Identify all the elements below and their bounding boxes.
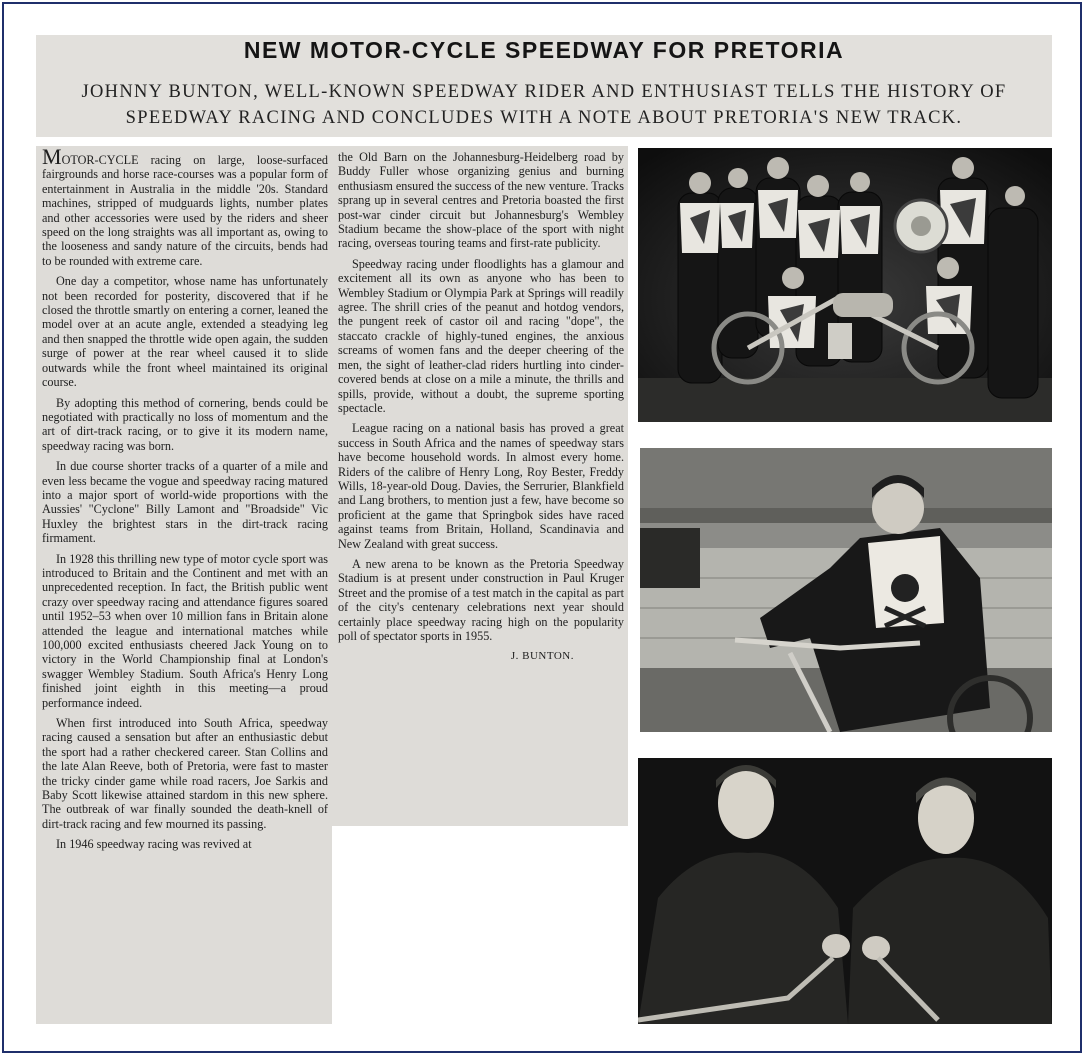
- article-column-2: [332, 146, 628, 826]
- subheadline: [36, 79, 1052, 131]
- paragraph-7-continued: the Old Barn on the Johannesburg-Heidelberg road by Buddy Fuller whose organizing genius and burning enthusiasm ensured the success of the new venture. Tracks sprang up in several centres and Pretoria boasted the first post-war cinder circuit but Johannesburg's Wembley Stadium became the show-place of the sport with night racing, overseas touring teams and first-rate publicity.: [338, 150, 625, 251]
- paragraph-4: In due course shorter tracks of a quarter of a mile and even less became the vogue and speedway racing matured into a major sport of world-wide proportions with the Aussies' "Cyclone" Billy Lamont and "Broadside" Vic Huxley the brightest stars in the dirt-track racing firmament.: [42, 459, 328, 546]
- rider-on-bike-photo: [640, 448, 1052, 732]
- paragraph-8: Speedway racing under floodlights has a glamour and excitement all its own as anyone who has been to Wembley Stadium or Olympia Park at Springs will readily agree. The shrill cries of the peanut and hotdog vendors, the pungent reek of castor oil and racing "dope", the staccato crackle of highly-tuned engines, the anxious screams of women fans and the deeper cheering of the men, the sight of leather-clad riders hurtling into cinder-covered bends at close on a mile a minute, the thrills and spills, provide, without a doubt, the supreme sporting spectacle.: [338, 256, 624, 415]
- subhead-line-1: JOHNNY BUNTON, WELL-KNOWN SPEEDWAY RIDER AND ENTHUSIAST TELLS THE HISTORY OF: [81, 82, 1007, 102]
- paragraph-1: [42, 144, 328, 268]
- team-group-photo: [638, 148, 1052, 422]
- article-header: [36, 35, 1052, 137]
- paragraph-1-text: OTOR-CYCLE racing on large, loose-surfaced fairgrounds and horse race-courses was a popular form of entertainment in Australia in the middle '20s. Standard machines, stripped of mudguards lights, number plates and other accessories were used by the riders and sheer speed on the long straights was all important as, owing to the looseness and sandy nature of the circuits, bends had to be rounded with extreme care.: [42, 153, 328, 268]
- headline: NEW MOTOR-CYCLE SPEEDWAY FOR PRETORIA: [243, 37, 845, 63]
- two-riders-photo: [638, 758, 1052, 1024]
- paragraph-6: When first introduced into South Africa, speedway racing caused a sensation but after an enthusiastic debut the sport had a rather checkered career. Stan Collins and the late Alan Reeve, both of Pretoria, were fast to master the tricky cinder game while road racers, Joe Sarkis and Baby Scott likewise attained stardom in this new sphere. The outbreak of war finally sounded the death-knell of dirt-track racing and few mourned its passing.: [42, 716, 328, 831]
- byline: J. BUNTON.: [510, 650, 574, 663]
- paragraph-10: A new arena to be known as the Pretoria Speedway Stadium is at present under construction in Paul Kruger Street and the promise of a test match in the capital as part of the city's centenary celebrations next year should certainly place speedway racing high on the popularity poll of spectator sports in 1955.: [338, 556, 624, 643]
- drop-cap: M: [42, 144, 62, 169]
- paragraph-2: One day a competitor, whose name has unfortunately not been recorded for posterity, discovered that if he closed the throttle smartly on entering a corner, leaned the model over at an acute angle, extended a steadying leg and then snapped the throttle wide open again, the sudden surge of power at the rear wheel caused it to slide outwards while the front wheel maintained its original course.: [42, 274, 328, 390]
- subhead-line-2: SPEEDWAY RACING AND CONCLUDES WITH A NOTE ABOUT PRETORIA'S NEW TRACK.: [125, 108, 963, 128]
- article-column-1: [36, 146, 332, 1024]
- paragraph-9: League racing on a national basis has proved a great success in South Africa and the names of speedway stars have become household words. In almost every home. Riders of the calibre of Henry Long, Roy Bester, Freddy Wills, 18-year-old Doug. Davies, the Serrurier, Blankfield and Lang brothers, to mention just a few, have become so proficient at the game that Springbok sides have raced against teams from Britain, Holland, Scandinavia and New Zealand with great success.: [338, 421, 624, 551]
- paragraph-3: By adopting this method of cornering, bends could be negotiated with practically no loss of momentum and the art of dirt-track racing, or to give it its modern name, speedway racing was born.: [42, 395, 328, 453]
- paragraph-7-start: In 1946 speedway racing was revived at: [56, 837, 252, 852]
- paragraph-5: In 1928 this thrilling new type of motor cycle sport was introduced to Britain and the Continent and met with an unprecedented reception. In fact, the British public went crazy over speedway racing and attendance figures soared until 1952–53 when over 10 million fans in Britain alone attended the league and international matches while 100,000 excited enthusiasts cheered Jack Young on to victory in the World Championship final at London's swagger Wembley Stadium. South Africa's Henry Long finished joint eighth in this meeting—a proud performance indeed.: [42, 551, 328, 710]
